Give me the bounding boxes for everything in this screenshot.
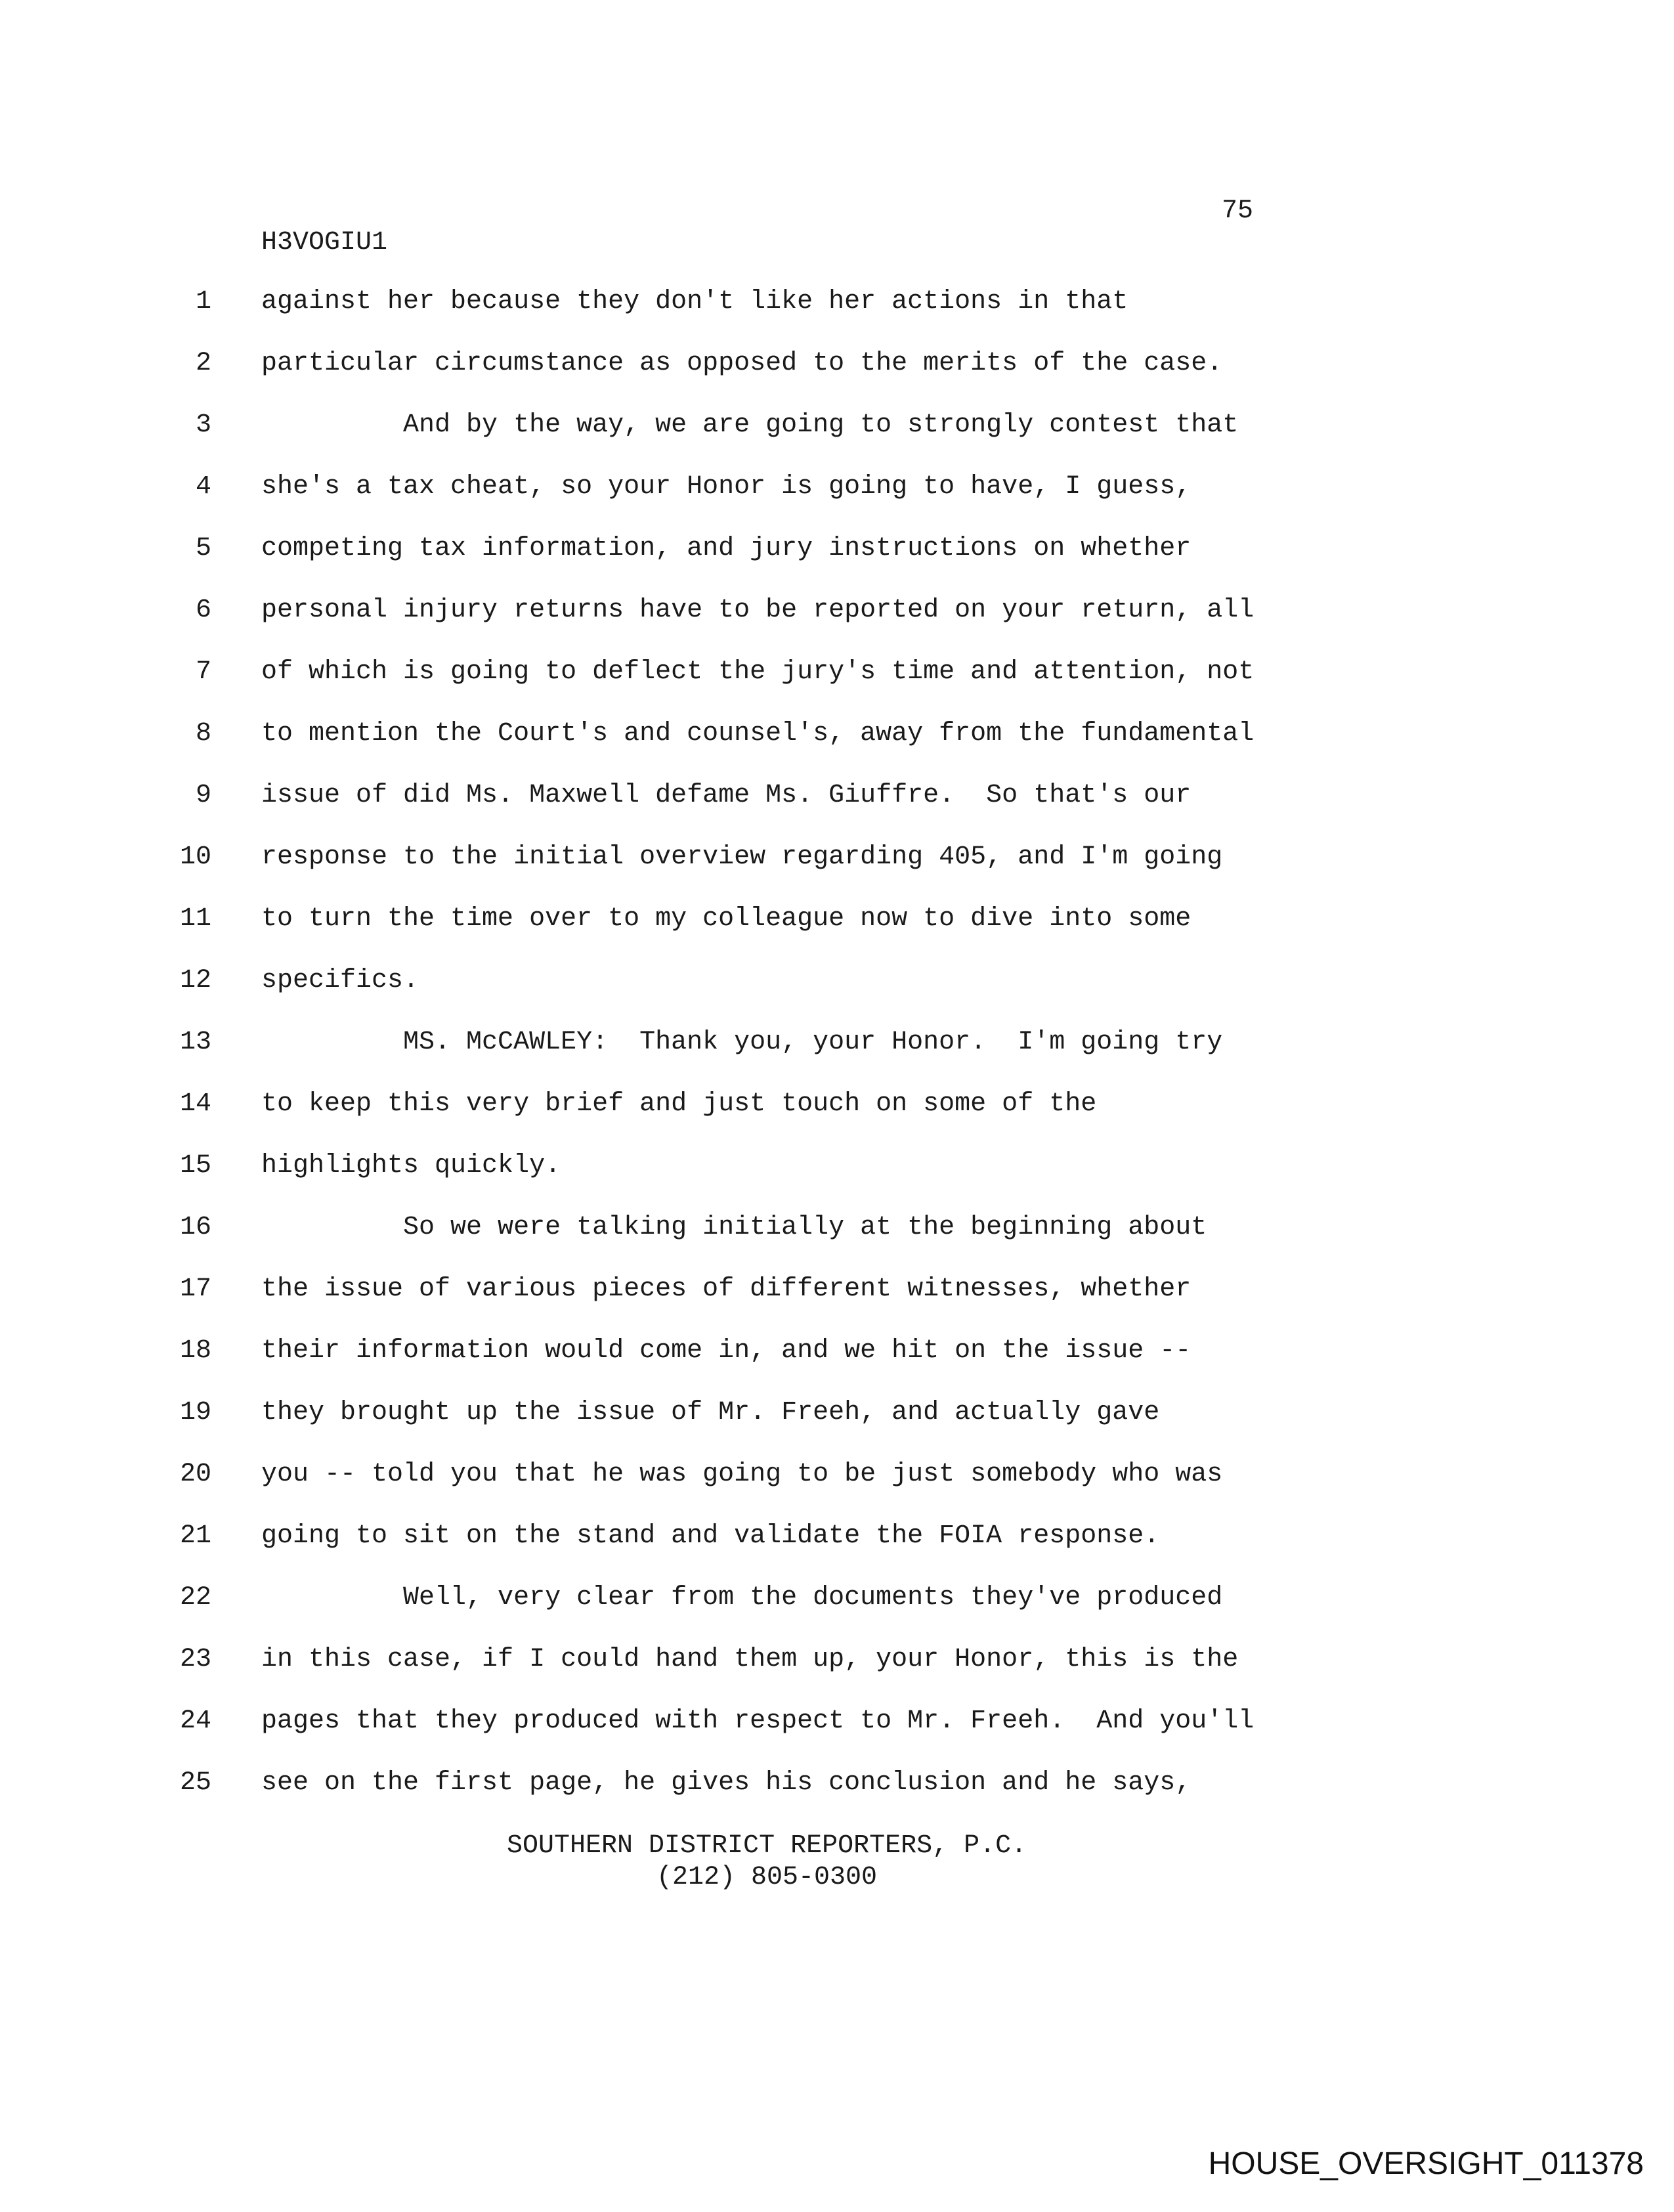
line-text: highlights quickly.	[261, 1151, 561, 1181]
line-text: MS. McCAWLEY: Thank you, your Honor. I'm going try	[261, 1028, 1223, 1057]
transcript-line	[0, 1770, 1674, 1832]
line-text: to turn the time over to my colleague now to dive into some	[261, 904, 1191, 934]
transcript-line	[0, 289, 1674, 351]
transcript-line	[0, 351, 1674, 412]
line-number: 19	[179, 1398, 211, 1427]
line-text: personal injury returns have to be reported on your return, all	[261, 596, 1255, 625]
transcript-line	[0, 721, 1674, 783]
line-text: issue of did Ms. Maxwell defame Ms. Giuffre. So that's our	[261, 781, 1191, 810]
line-number: 13	[179, 1028, 211, 1057]
line-number: 15	[179, 1151, 211, 1181]
line-number: 11	[179, 904, 211, 934]
line-text: of which is going to deflect the jury's time and attention, not	[261, 657, 1255, 687]
line-text: competing tax information, and jury instructions on whether	[261, 534, 1191, 563]
transcript-line	[0, 412, 1674, 474]
line-text: to keep this very brief and just touch on some of the	[261, 1089, 1097, 1119]
line-text: they brought up the issue of Mr. Freeh, and actually gave	[261, 1398, 1160, 1427]
transcript-line	[0, 1091, 1674, 1153]
transcript-line	[0, 1030, 1674, 1091]
line-text: pages that they produced with respect to Mr. Freeh. And you'll	[261, 1706, 1255, 1736]
line-text: in this case, if I could hand them up, your Honor, this is the	[261, 1645, 1239, 1674]
line-text: the issue of various pieces of different witnesses, whether	[261, 1274, 1191, 1304]
bates-number: HOUSE_OVERSIGHT_011378	[1208, 2146, 1644, 2181]
transcript-line	[0, 1400, 1674, 1462]
header-code: H3VOGIU1	[261, 228, 388, 257]
line-number: 25	[179, 1768, 211, 1798]
line-text: response to the initial overview regarding 405, and I'm going	[261, 842, 1223, 872]
page-number: 75	[1222, 196, 1254, 226]
line-text: So we were talking initially at the beginning about	[261, 1213, 1207, 1242]
line-number: 9	[195, 781, 211, 810]
line-number: 8	[195, 719, 211, 748]
transcript-line	[0, 1276, 1674, 1338]
transcript-line	[0, 1215, 1674, 1276]
line-number: 20	[179, 1460, 211, 1489]
reporter-phone: (212) 805-0300	[656, 1863, 878, 1892]
line-number: 21	[179, 1521, 211, 1551]
line-number: 23	[179, 1645, 211, 1674]
line-number: 10	[179, 842, 211, 872]
line-text: see on the first page, he gives his conclusion and he says,	[261, 1768, 1191, 1798]
line-number: 5	[195, 534, 211, 563]
line-number: 1	[195, 287, 211, 316]
line-number: 12	[179, 966, 211, 995]
transcript-line	[0, 597, 1674, 659]
transcript-lines	[0, 289, 1674, 1832]
line-number: 6	[195, 596, 211, 625]
line-number: 24	[179, 1706, 211, 1736]
transcript-line	[0, 1153, 1674, 1215]
transcript-line	[0, 1708, 1674, 1770]
line-number: 18	[179, 1336, 211, 1366]
transcript-line	[0, 844, 1674, 906]
transcript-line	[0, 659, 1674, 721]
line-number: 4	[195, 472, 211, 502]
line-number: 7	[195, 657, 211, 687]
transcript-line	[0, 1585, 1674, 1647]
transcript-line	[0, 1338, 1674, 1400]
transcript-line	[0, 1462, 1674, 1523]
line-text: she's a tax cheat, so your Honor is going to have, I guess,	[261, 472, 1191, 502]
line-number: 16	[179, 1213, 211, 1242]
line-number: 14	[179, 1089, 211, 1119]
line-text: against her because they don't like her actions in that	[261, 287, 1128, 316]
line-text: particular circumstance as opposed to the merits of the case.	[261, 349, 1223, 378]
transcript-line	[0, 1523, 1674, 1585]
transcript-line	[0, 1647, 1674, 1708]
transcript-line	[0, 536, 1674, 597]
line-text: And by the way, we are going to strongly contest that	[261, 410, 1239, 440]
line-text: Well, very clear from the documents they've produced	[261, 1583, 1223, 1613]
transcript-line	[0, 783, 1674, 844]
line-text: specifics.	[261, 966, 419, 995]
line-number: 3	[195, 410, 211, 440]
line-text: you -- told you that he was going to be just somebody who was	[261, 1460, 1223, 1489]
transcript-line	[0, 968, 1674, 1030]
transcript-line	[0, 474, 1674, 536]
transcript-line	[0, 906, 1674, 968]
reporter-name: SOUTHERN DISTRICT REPORTERS, P.C.	[507, 1831, 1027, 1861]
line-number: 22	[179, 1583, 211, 1613]
line-number: 2	[195, 349, 211, 378]
line-text: going to sit on the stand and validate the FOIA response.	[261, 1521, 1160, 1551]
line-number: 17	[179, 1274, 211, 1304]
line-text: to mention the Court's and counsel's, away from the fundamental	[261, 719, 1255, 748]
line-text: their information would come in, and we hit on the issue --	[261, 1336, 1191, 1366]
